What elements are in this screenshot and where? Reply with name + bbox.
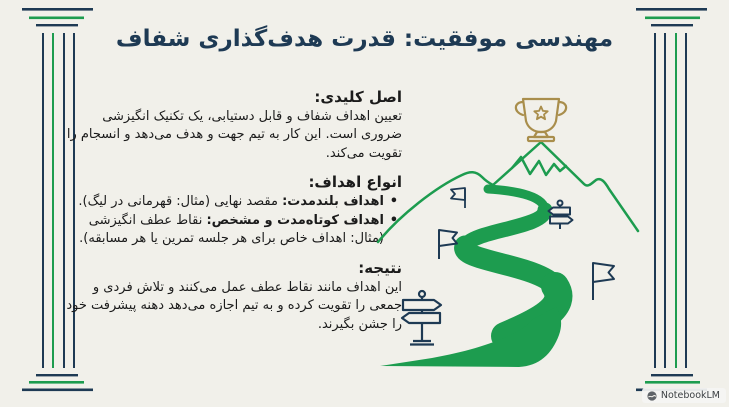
trophy-icon bbox=[516, 99, 566, 141]
bullet-text: مقصد نهایی (مثال: قهرمانی در لیگ). bbox=[78, 194, 283, 210]
star-icon bbox=[534, 107, 547, 120]
notebooklm-watermark bbox=[642, 388, 726, 403]
section-heading: اصل کلیدی: bbox=[314, 88, 402, 106]
list-item bbox=[62, 212, 388, 249]
text-content bbox=[62, 88, 402, 344]
section-key-principle bbox=[62, 88, 402, 163]
section-heading: انواع اهداف: bbox=[308, 173, 402, 192]
page-title: مهندسی موفقیت: قدرت هدف‌گذاری شفاف bbox=[115, 26, 614, 52]
mountain-path-illustration bbox=[370, 85, 660, 385]
watermark-label: NotebookLM bbox=[660, 390, 720, 401]
goal-types-list bbox=[62, 193, 402, 248]
section-body: تعیین اهداف شفاف و قابل دستیابی، یک تکنیک انگیزشی ضروری است. این کار به تیم جهت و هدف می‌دهد و انسجام را تقویت می‌کند. bbox=[66, 109, 402, 161]
flag-icon-mid bbox=[439, 230, 457, 259]
signpost-icon-upper bbox=[549, 201, 573, 230]
flag-icon-small bbox=[451, 188, 465, 208]
section-result bbox=[62, 259, 402, 334]
bullet-text: نقاط عطف انگیزشی (مثال: اهداف خاص برای هر جلسه تمرین یا هر مسابقه). bbox=[79, 212, 384, 247]
signpost-icon-lower bbox=[402, 291, 441, 345]
section-body: این اهداف مانند نقاط عطف عمل می‌کنند و تلاش فردی و جمعی را تقویت کرده و به تیم اجازه می‌دهد دهنه پیشرفت خود را جشن بگیرند. bbox=[66, 279, 402, 332]
section-heading: نتیجه: bbox=[358, 258, 402, 277]
notebooklm-logo-icon bbox=[647, 391, 657, 401]
bullet-label: اهداف بلندمدت: bbox=[282, 194, 384, 210]
flag-icon-right bbox=[593, 263, 614, 300]
list-item bbox=[62, 193, 388, 211]
section-goal-types bbox=[62, 173, 402, 248]
bullet-label: اهداف کوتاه‌مدت و مشخص: bbox=[206, 212, 384, 228]
